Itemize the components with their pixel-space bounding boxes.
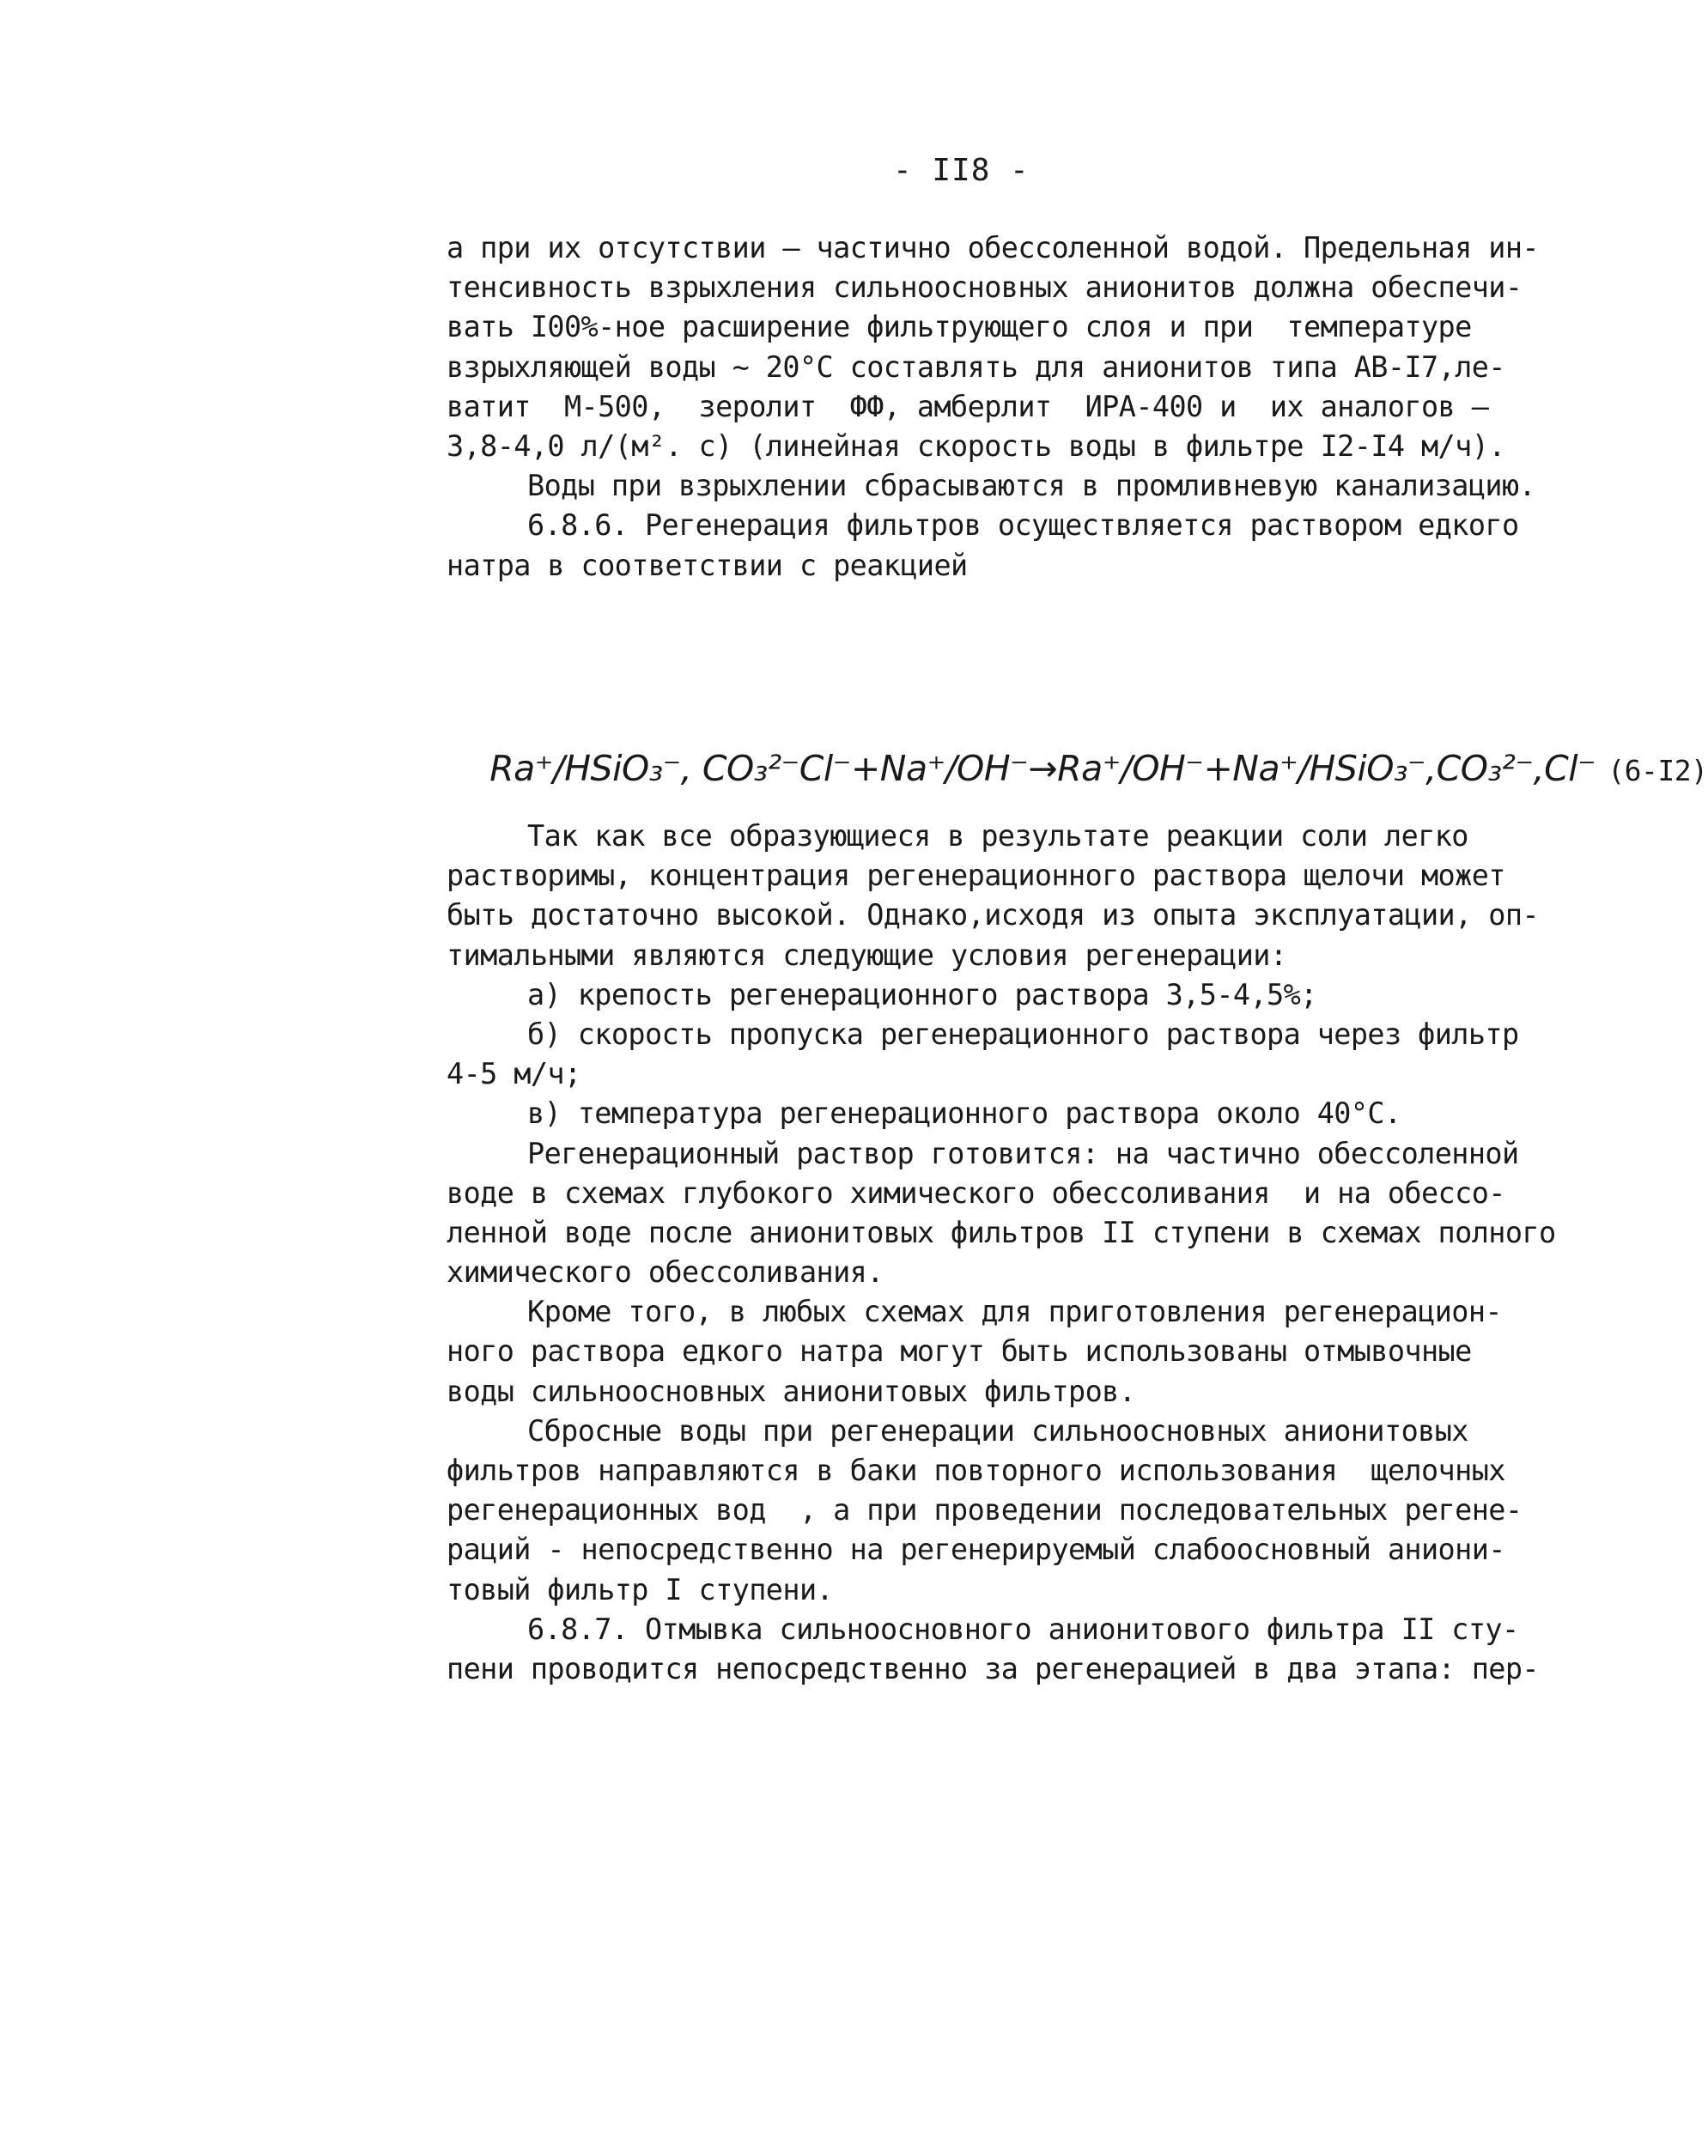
equation-text: Rа⁺/HSiO₃⁻, CO₃²⁻Cl⁻+Na⁺/OH⁻→Rа⁺/OH⁻+Na⁺/HSiO₃⁻,CO₃²⁻,Cl⁻ — [489, 748, 1596, 789]
text-line: химического обессоливания. — [447, 1255, 884, 1290]
text-line: тенсивность взрыхления сильноосновных анионитов должна обеспечи- — [447, 270, 1523, 305]
text-line: взрыхляющей воды ~ 20°С составлять для анионитов типа АВ-I7,ле- — [447, 349, 1505, 384]
text-line: пени проводится непосредственно за регенерацией в два этапа: пер- — [447, 1651, 1539, 1685]
text-line: регенерационных вод , а при проведении последовательных регене- — [447, 1493, 1523, 1527]
text-line: Так как все образующиеся в результате реакции соли легко — [527, 819, 1468, 853]
text-line: 6.8.7. Отмывка сильноосновного анионитового фильтра II сту- — [527, 1612, 1519, 1646]
text-line: 4-5 м/ч; — [447, 1057, 581, 1091]
text-line: Сбросные воды при регенерации сильноосновных анионитовых — [527, 1413, 1468, 1448]
text-line: быть достаточно высокой. Однако,исходя из опыта эксплуатации, оп- — [447, 898, 1539, 932]
text-line: раций - непосредственно на регенерируемый слабоосновный аниони- — [447, 1533, 1505, 1567]
text-line: фильтров направляются в баки повторного использования щелочных — [447, 1454, 1505, 1487]
page-number: - II8 - — [893, 153, 1030, 188]
text-line: товый фильтр I ступени. — [447, 1572, 834, 1606]
text-line: в) температура регенерационного раствора около 40°С. — [527, 1096, 1401, 1131]
text-line: 3,8-4,0 л/(м². с) (линейная скорость воды в фильтре I2-I4 м/ч). — [447, 428, 1505, 463]
text-line: ленной воде после анионитовых фильтров II ступени в схемах полного — [447, 1215, 1556, 1249]
paragraph-block-bottom — [447, 817, 1556, 1689]
text-line: б) скорость пропуска регенерационного раствора через фильтр — [527, 1017, 1519, 1051]
text-line: воде в схемах глубокого химического обессоливания и на обессо- — [447, 1175, 1505, 1210]
text-line: тимальными являются следующие условия регенерации: — [447, 938, 1287, 972]
text-line: 6.8.6. Регенерация фильтров осуществляется раствором едкого — [527, 508, 1519, 543]
text-line: натра в соответствии с реакцией — [447, 548, 968, 582]
text-line: Регенерационный раствор готовится: на частично обессоленной — [527, 1136, 1519, 1170]
paragraph-block-top — [447, 228, 1539, 586]
text-line: ватит М-500, зеролит ФФ, амберлит ИРА-400 и их аналогов – — [447, 389, 1489, 423]
text-line: Воды при взрыхлении сбрасываются в промливневую канализацию. — [527, 469, 1536, 503]
equation-number: (6-I2) — [1608, 754, 1708, 787]
text-line: растворимы, концентрация регенерационного раствора щелочи может — [447, 859, 1505, 893]
text-line: вать I00%-ное расширение фильтрующего слоя и при температуре — [447, 310, 1472, 344]
text-line: воды сильноосновных анионитовых фильтров. — [447, 1374, 1136, 1408]
text-line: ного раствора едкого натра могут быть использованы отмывочные — [447, 1334, 1472, 1369]
text-line: а) крепость регенерационного раствора 3,5-4,5%; — [527, 977, 1317, 1011]
text-line: а при их отсутствии – частично обессоленной водой. Предельная ин- — [447, 231, 1539, 264]
text-line: Кроме того, в любых схемах для приготовления регенерацион- — [527, 1295, 1502, 1329]
